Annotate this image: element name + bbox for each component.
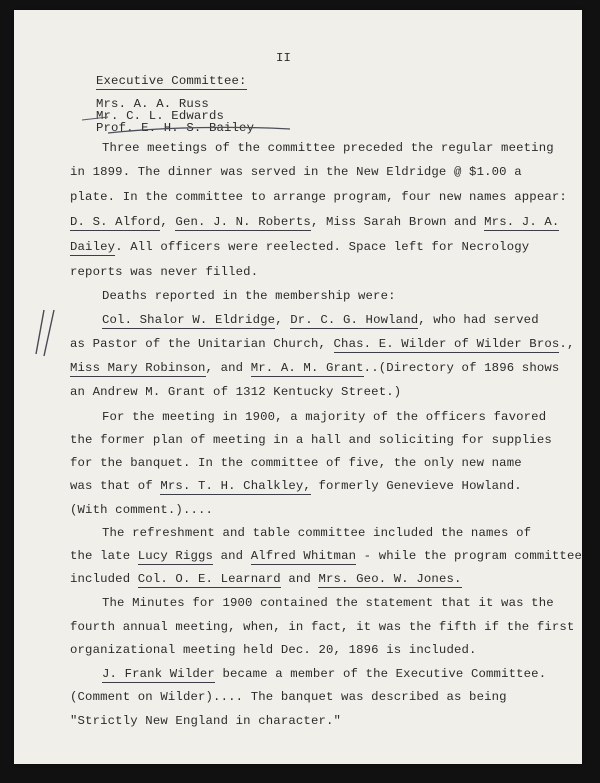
- pencil-marks: [14, 10, 582, 764]
- text-run: , and: [205, 361, 251, 375]
- text-run: ,: [160, 215, 176, 229]
- text-run: For the meeting in 1900, a majority of the officers favored: [102, 410, 547, 424]
- underlined-name: Col. Shalor W. Eldridge: [102, 313, 276, 327]
- underlined-name: J. Frank Wilder: [102, 667, 215, 681]
- text-run: . All officers were reelected. Space left for Necrology: [115, 240, 530, 254]
- underlined-name: Mrs. Geo. W. Jones.: [318, 572, 462, 586]
- committee-heading: Executive Committee:: [96, 74, 247, 88]
- underlined-name: Mrs. J. A.: [484, 215, 560, 229]
- underlined-name: Miss Mary Robinson: [70, 361, 206, 375]
- text-run: , Miss Sarah Brown and: [310, 215, 485, 229]
- committee-member: Mrs. A. A. Russ: [96, 97, 209, 111]
- underlined-name: Lucy Riggs: [137, 549, 214, 563]
- page-number: II: [276, 51, 292, 65]
- document-page: [14, 10, 582, 764]
- text-run: The refreshment and table committee included the names of: [102, 526, 532, 540]
- text-run: (Comment on Wilder).... The banquet was described as being: [70, 690, 507, 704]
- text-run: Deaths reported in the membership were:: [102, 289, 396, 303]
- text-run: fourth annual meeting, when, in fact, it was the fifth if the first: [70, 620, 575, 634]
- text-run: The Minutes for 1900 contained the statement that it was the: [102, 596, 554, 610]
- underlined-name: Col. O. E. Learnard: [137, 572, 281, 586]
- text-run: ..(Directory of 1896 shows: [363, 361, 560, 375]
- committee-member: Prof. E. H. S. Bailey: [96, 121, 255, 135]
- text-run: the late: [70, 549, 138, 563]
- text-run: for the banquet. In the committee of five, the only new name: [70, 456, 522, 470]
- text-run: in 1899. The dinner was served in the New Eldridge @ $1.00 a: [70, 165, 522, 179]
- text-run: became a member of the Executive Committee.: [214, 667, 547, 681]
- underlined-name: Dr. C. G. Howland: [290, 313, 419, 327]
- text-run: Three meetings of the committee preceded the regular meeting: [102, 141, 554, 155]
- underlined-name: Alfred Whitman: [250, 549, 357, 563]
- underlined-name: Mr. A. M. Grant: [250, 361, 364, 375]
- text-run: reports was never filled.: [70, 265, 259, 279]
- text-run: (With comment.)....: [70, 503, 214, 517]
- text-run: an Andrew M. Grant of 1312 Kentucky Street.): [70, 385, 402, 399]
- underlined-name: D. S. Alford: [70, 215, 161, 229]
- text-run: the former plan of meeting in a hall and soliciting for supplies: [70, 433, 552, 447]
- text-run: organizational meeting held Dec. 20, 1896 is included.: [70, 643, 477, 657]
- text-run: included: [70, 572, 138, 586]
- text-run: and: [213, 549, 251, 563]
- text-run: "Strictly New England in character.": [70, 714, 342, 728]
- committee-member: Mr. C. L. Edwards: [96, 109, 224, 123]
- underlined-name: Chas. E. Wilder of Wilder Bros: [333, 337, 560, 351]
- text-run: .,: [559, 337, 575, 351]
- text-run: was that of: [70, 479, 161, 493]
- text-run: plate. In the committee to arrange program, four new names appear:: [70, 190, 567, 204]
- text-run: as Pastor of the Unitarian Church,: [70, 337, 334, 351]
- text-run: , who had served: [418, 313, 539, 327]
- underlined-name: Dailey: [70, 240, 116, 254]
- underlined-name: Gen. J. N. Roberts: [175, 215, 311, 229]
- text-run: ,: [275, 313, 291, 327]
- underlined-name: Mrs. T. H. Chalkley,: [160, 479, 311, 493]
- text-run: - while the program committee: [356, 549, 583, 563]
- text-run: and: [280, 572, 319, 586]
- text-run: formerly Genevieve Howland.: [310, 479, 522, 493]
